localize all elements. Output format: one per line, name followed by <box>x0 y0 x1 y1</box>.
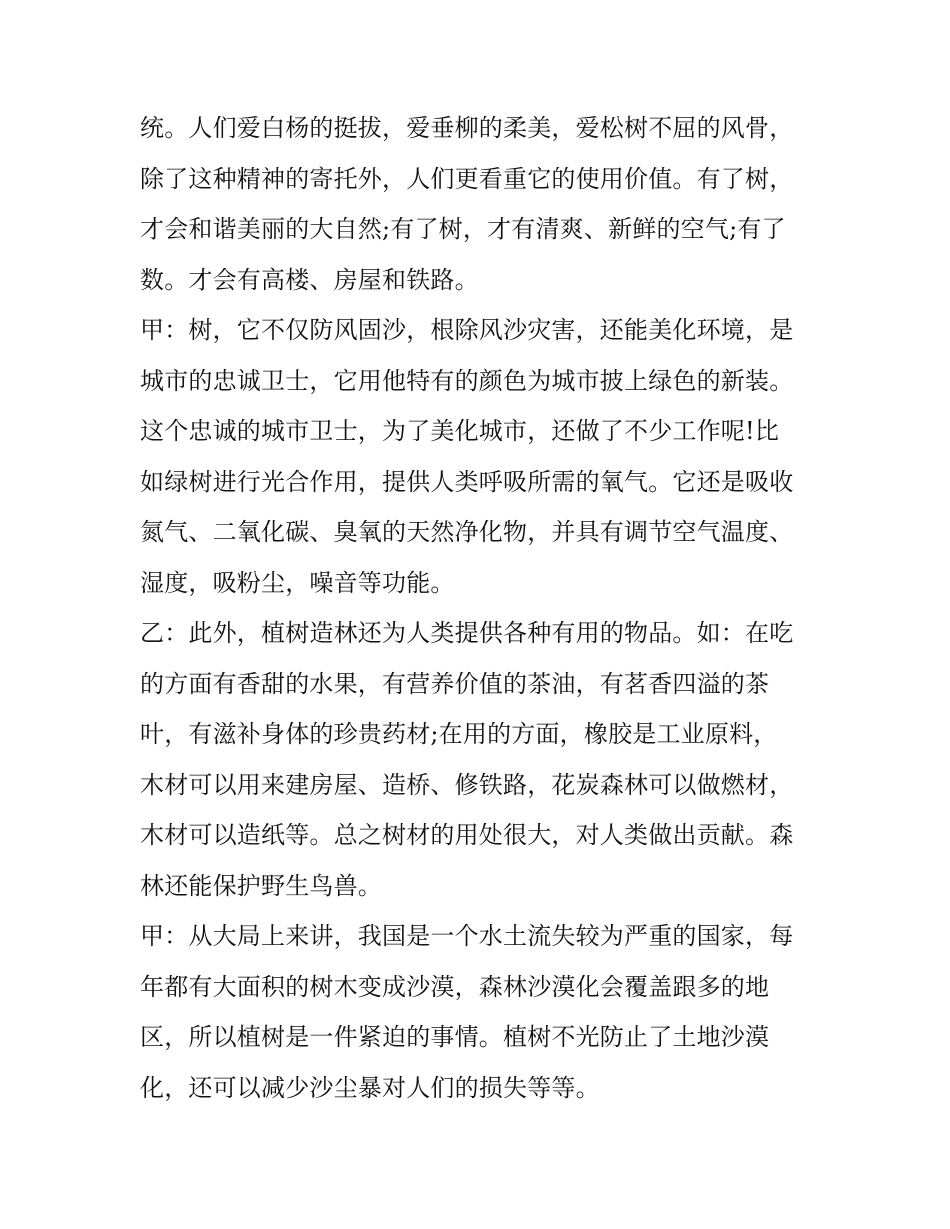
text-line: 叶，有滋补身体的珍贵药材;在用的方面，橡胶是工业原料， <box>140 720 778 748</box>
text-line: 化，还可以减少沙尘暴对人们的损失等等。 <box>140 1073 600 1102</box>
text-line: 统。人们爱白杨的挺拔，爱垂柳的柔美，爱松树不屈的风骨， <box>140 114 794 142</box>
text-line: 除了这种精神的寄托外，人们更看重它的使用价值。有了树， <box>140 164 794 193</box>
text-line: 区，所以植树是一件紧迫的事情。植树不光防止了土地沙漠 <box>140 1023 770 1051</box>
text-line: 木材可以用来建房屋、造桥、修铁路，花炭森林可以做燃材， <box>140 770 794 799</box>
text-line: 如绿树进行光合作用，提供人类呼吸所需的氧气。它还是吸收 <box>140 467 794 496</box>
text-line: 数。才会有高楼、房屋和铁路。 <box>140 265 479 294</box>
text-line: 甲：从大局上来讲，我国是一个水土流失较为严重的国家，每 <box>140 922 794 950</box>
text-line: 甲：树，它不仅防风固沙，根除风沙灾害，还能美化环境，是 <box>140 316 794 344</box>
text-line: 年都有大面积的树木变成沙漠，森林沙漠化会覆盖跟多的地 <box>140 972 770 1001</box>
text-line: 湿度，吸粉尘，噪音等功能。 <box>140 568 455 597</box>
text-line: 乙：此外，植树造林还为人类提供各种有用的物品。如：在吃 <box>140 619 794 647</box>
text-line: 这个忠诚的城市卫士，为了美化城市，还做了不少工作呢!比 <box>140 417 780 445</box>
text-line: 氮气、二氧化碳、臭氧的天然净化物，并具有调节空气温度、 <box>140 518 794 546</box>
text-line: 林还能保护野生鸟兽。 <box>140 871 382 900</box>
text-line: 木材可以造纸等。总之树材的用处很大，对人类做出贡献。森 <box>140 821 794 849</box>
text-line: 才会和谐美丽的大自然;有了树，才有清爽、新鲜的空气;有了 <box>140 215 786 243</box>
text-line: 城市的忠诚卫士，它用他特有的颜色为城市披上绿色的新装。 <box>140 366 794 395</box>
text-line: 的方面有香甜的水果，有营养价值的茶油，有茗香四溢的茶 <box>140 669 770 698</box>
body-text <box>140 103 820 1113</box>
